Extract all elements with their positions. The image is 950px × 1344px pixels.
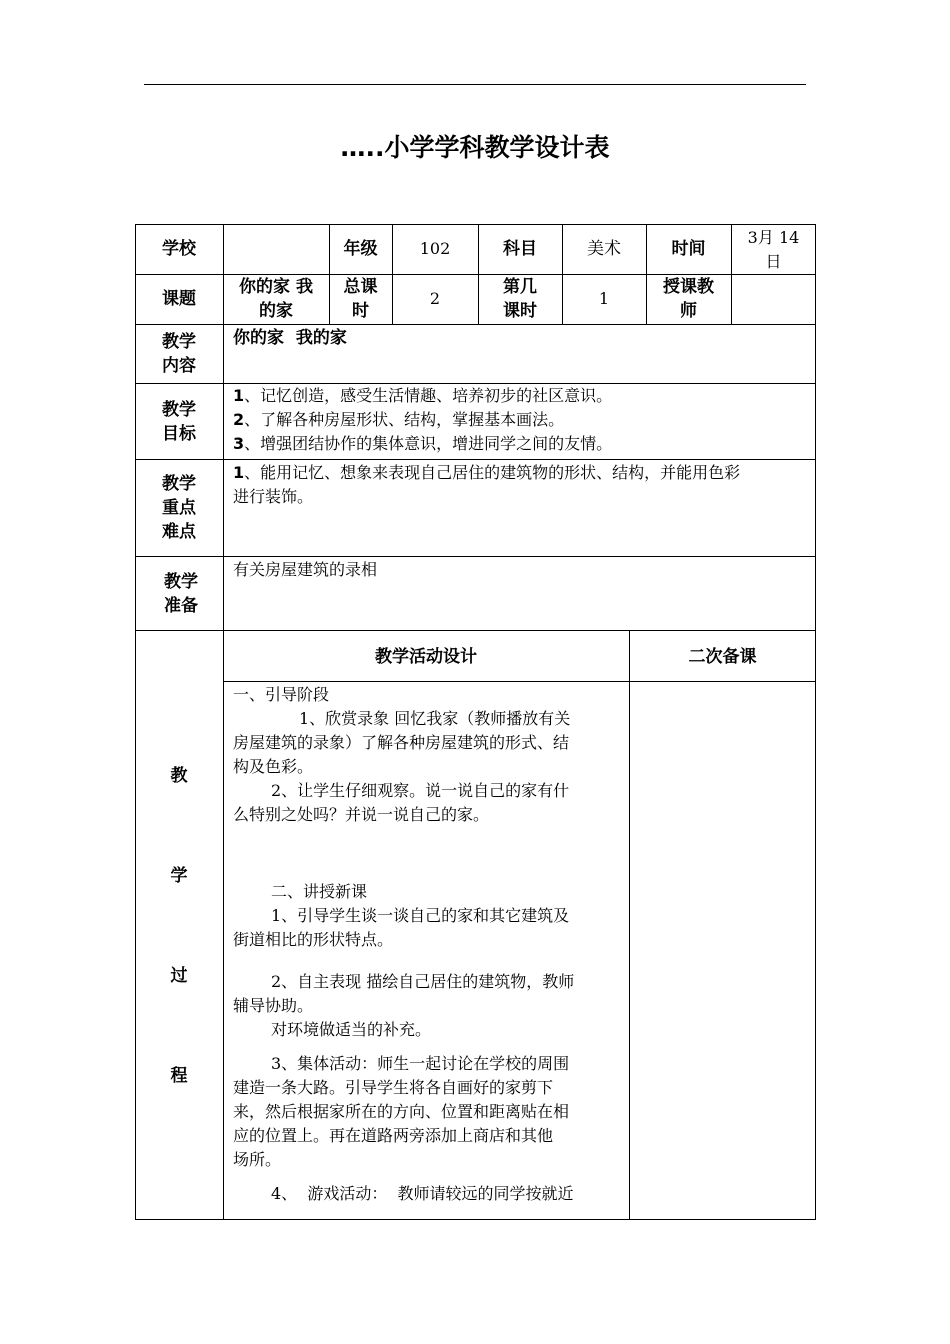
topic-label: 课题 <box>162 289 196 309</box>
process-label-3: 过 <box>170 966 188 986</box>
which-hour-label-line1: 第几 <box>503 277 537 297</box>
prep-label-line2: 准备 <box>164 596 198 616</box>
subject-label: 科目 <box>503 239 537 259</box>
content-label-line1: 教学 <box>162 332 196 352</box>
prep-label-line1: 教学 <box>164 572 198 592</box>
goal-item: 2、了解各种房屋形状、结构，掌握基本画法。 <box>233 410 565 429</box>
school-label: 学校 <box>162 239 196 259</box>
key-label-line2: 重点 <box>162 498 196 518</box>
topic-value-line1: 你的家 我 <box>239 277 313 297</box>
total-hours-value: 2 <box>429 289 441 308</box>
which-hour-value: 1 <box>598 289 610 308</box>
process-label-1: 教 <box>170 766 188 786</box>
key-points: 1、能用记忆、想象来表现自己居住的建筑物的形状、结构，并能用色彩 进行装饰。 <box>233 463 741 506</box>
which-hour-label-line2: 课时 <box>503 301 537 321</box>
process-label-4: 程 <box>170 1066 188 1086</box>
goals-label-line2: 目标 <box>162 424 196 444</box>
total-hours-label-line2: 时 <box>352 301 369 321</box>
key-label-line1: 教学 <box>162 474 196 494</box>
header-rule <box>144 84 806 85</box>
teacher-label-line1: 授课教 <box>663 277 714 297</box>
time-value-line2: 日 <box>765 252 782 271</box>
total-hours-label-line1: 总课 <box>343 277 378 297</box>
goals-label-line1: 教学 <box>162 400 196 420</box>
key-label-line3: 难点 <box>162 522 196 542</box>
teacher-label-line2: 师 <box>680 301 697 321</box>
prep-value: 有关房屋建筑的录相 <box>233 560 378 579</box>
goal-item: 3、增强团结协作的集体意识，增进同学之间的友情。 <box>233 434 613 453</box>
goal-item: 1、记忆创造，感受生活情趣、培养初步的社区意识。 <box>233 386 613 405</box>
process-label-2: 学 <box>170 866 188 886</box>
content-label-line2: 内容 <box>162 356 196 376</box>
content-value: 你的家 我的家 <box>233 328 347 348</box>
activity-design-body-part2: 二、讲授新课 1、引导学生谈一谈自己的家和其它建筑及 街道相比的形状特点。 2、自主表现 描绘自己居住的建筑物，教师 辅导协助。 对环境做适当的补充。 3、集体活动：师生一起讨论在学校的周围 建造一条大路。引导学生将各自画好的家剪下 来，然后根据家所在的方向、位置和距离贴在相 应的位置上。再在道路两旁添加上商店和其他 场所。 4、 游戏活动： 教师请较远的同学按就近 <box>233 882 575 1203</box>
grade-value: 102 <box>419 239 451 258</box>
time-label: 时间 <box>671 239 706 259</box>
second-prep-header: 二次备课 <box>688 647 757 667</box>
subject-value: 美术 <box>587 239 621 259</box>
goals-list <box>233 384 813 456</box>
page-title: …..小学学科教学设计表 <box>340 133 610 162</box>
topic-value-line2: 的家 <box>259 301 293 321</box>
activity-design-body: 一、引导阶段 1、欣赏录象 回忆我家（教师播放有关 房屋建筑的录象）了解各种房屋建筑的形式、结 构及色彩。 2、让学生仔细观察。说一说自己的家有什 么特别之处吗？并说一说自己的家。 <box>233 685 571 824</box>
time-value-line1: 3月 14 <box>747 228 800 247</box>
grade-label: 年级 <box>343 239 378 259</box>
activity-design-header: 教学活动设计 <box>375 647 477 667</box>
